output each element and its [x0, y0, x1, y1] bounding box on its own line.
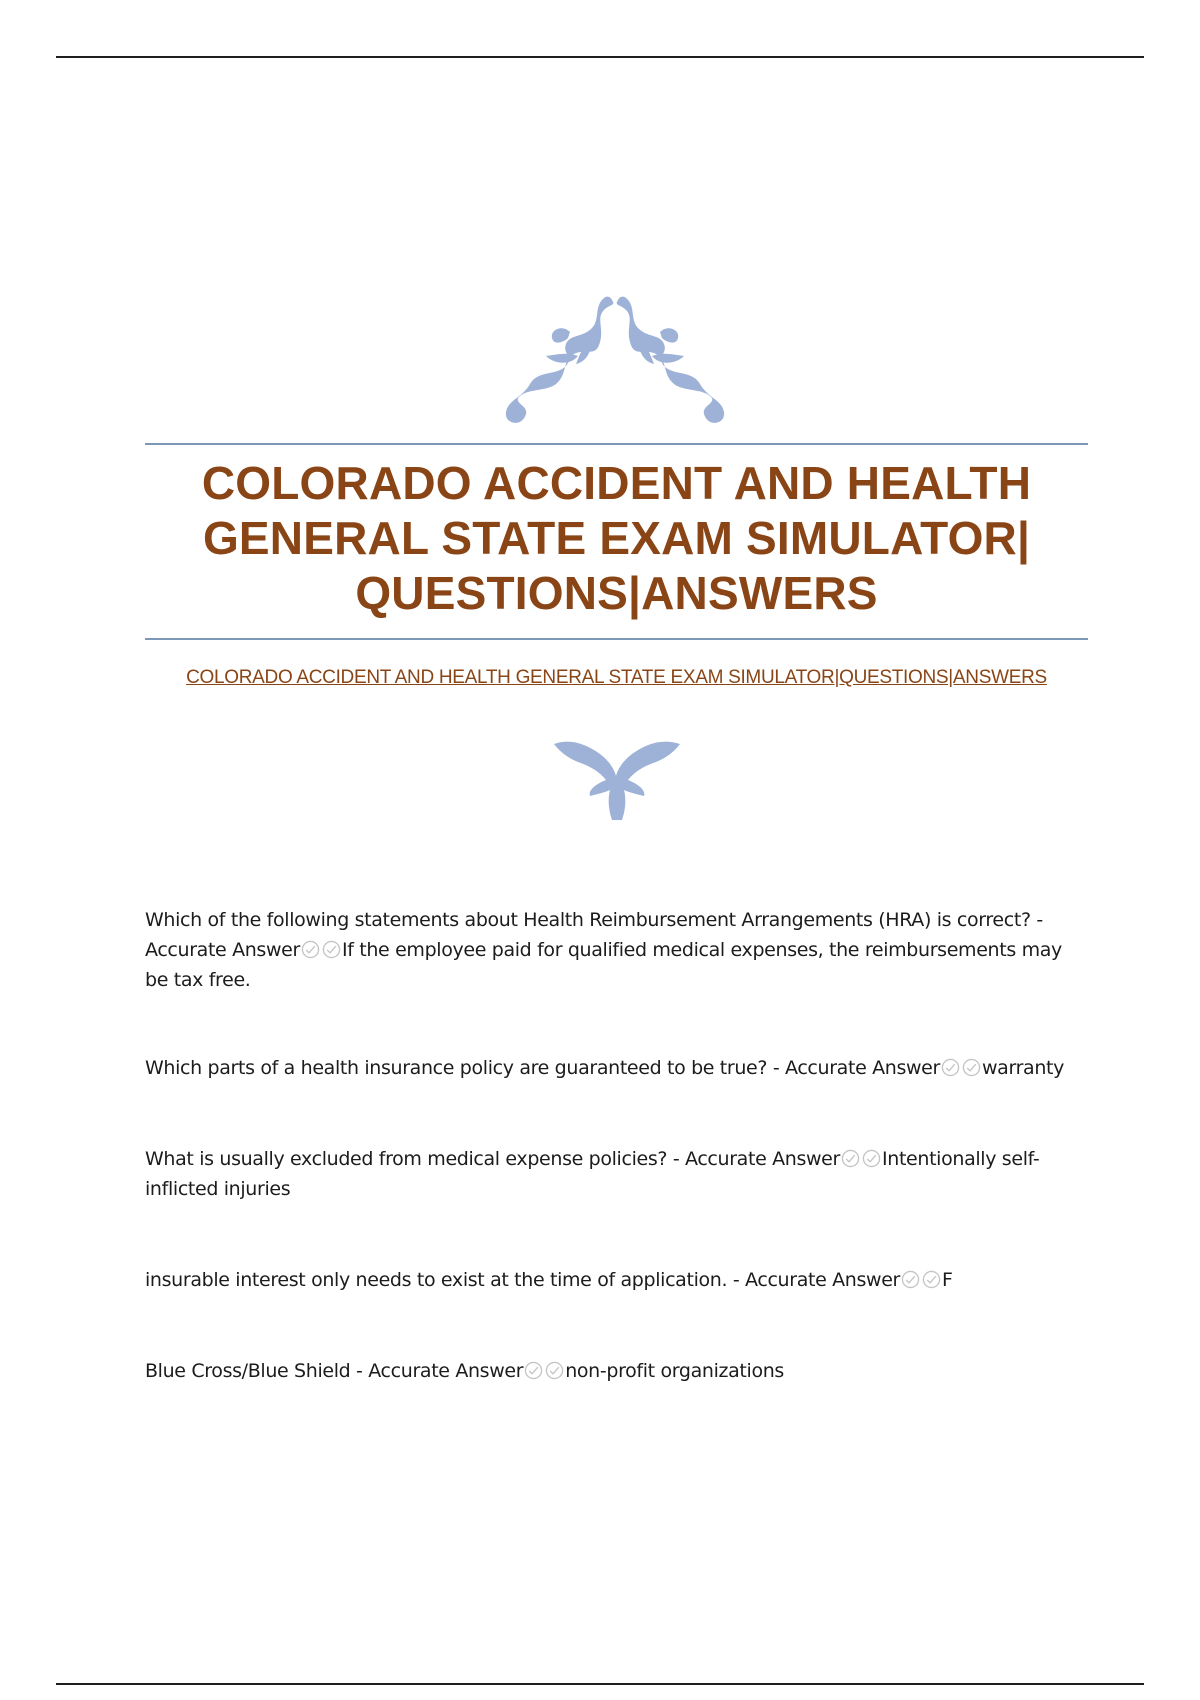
- question-text: insurable interest only needs to exist at the time of application. - Accurate Answer: [145, 1269, 901, 1291]
- check-circle-icon: [922, 1270, 941, 1289]
- answer-text: F: [942, 1269, 953, 1291]
- check-circle-icon: [841, 1149, 860, 1168]
- title-top-rule: [145, 443, 1088, 445]
- check-circle-icon: [941, 1058, 960, 1077]
- qa-item: [145, 1144, 1088, 1204]
- qa-item: [145, 1356, 1088, 1386]
- floral-divider-icon: [552, 736, 682, 822]
- question-text: What is usually excluded from medical expense policies? - Accurate Answer: [145, 1148, 840, 1170]
- title-bottom-rule: [145, 638, 1088, 640]
- answer-text: If the employee paid for qualified medical expenses, the reimbursements may be tax free.: [145, 939, 1062, 991]
- subtitle-link[interactable]: COLORADO ACCIDENT AND HEALTH GENERAL STATE EXAM SIMULATOR|QUESTIONS|ANSWERS: [186, 667, 1047, 688]
- answer-text: warranty: [981, 1057, 1065, 1079]
- floral-flourish-icon: [500, 296, 730, 426]
- check-circle-icon: [545, 1361, 564, 1380]
- qa-item: [145, 1053, 1088, 1083]
- answer-text: non-profit organizations: [565, 1360, 784, 1382]
- qa-item: [145, 1265, 1088, 1295]
- page-top-rule: [56, 56, 1144, 58]
- document-title: COLORADO ACCIDENT AND HEALTH GENERAL STATE EXAM SIMULATOR| QUESTIONS|ANSWERS: [201, 457, 1032, 619]
- answer-text: Intentionally self-inflicted injuries: [145, 1148, 1040, 1200]
- check-circle-icon: [862, 1149, 881, 1168]
- question-text: Blue Cross/Blue Shield - Accurate Answer: [145, 1360, 524, 1382]
- check-circle-icon: [322, 940, 341, 959]
- page-bottom-rule: [56, 1683, 1144, 1685]
- qa-item: [145, 905, 1088, 995]
- question-text: Which of the following statements about Health Reimbursement Arrangements (HRA) is correct? - Accurate Answer: [145, 909, 1043, 961]
- check-circle-icon: [962, 1058, 981, 1077]
- check-circle-icon: [901, 1270, 920, 1289]
- check-circle-icon: [301, 940, 320, 959]
- check-circle-icon: [524, 1361, 543, 1380]
- question-text: Which parts of a health insurance policy are guaranteed to be true? - Accurate Answer: [145, 1057, 940, 1079]
